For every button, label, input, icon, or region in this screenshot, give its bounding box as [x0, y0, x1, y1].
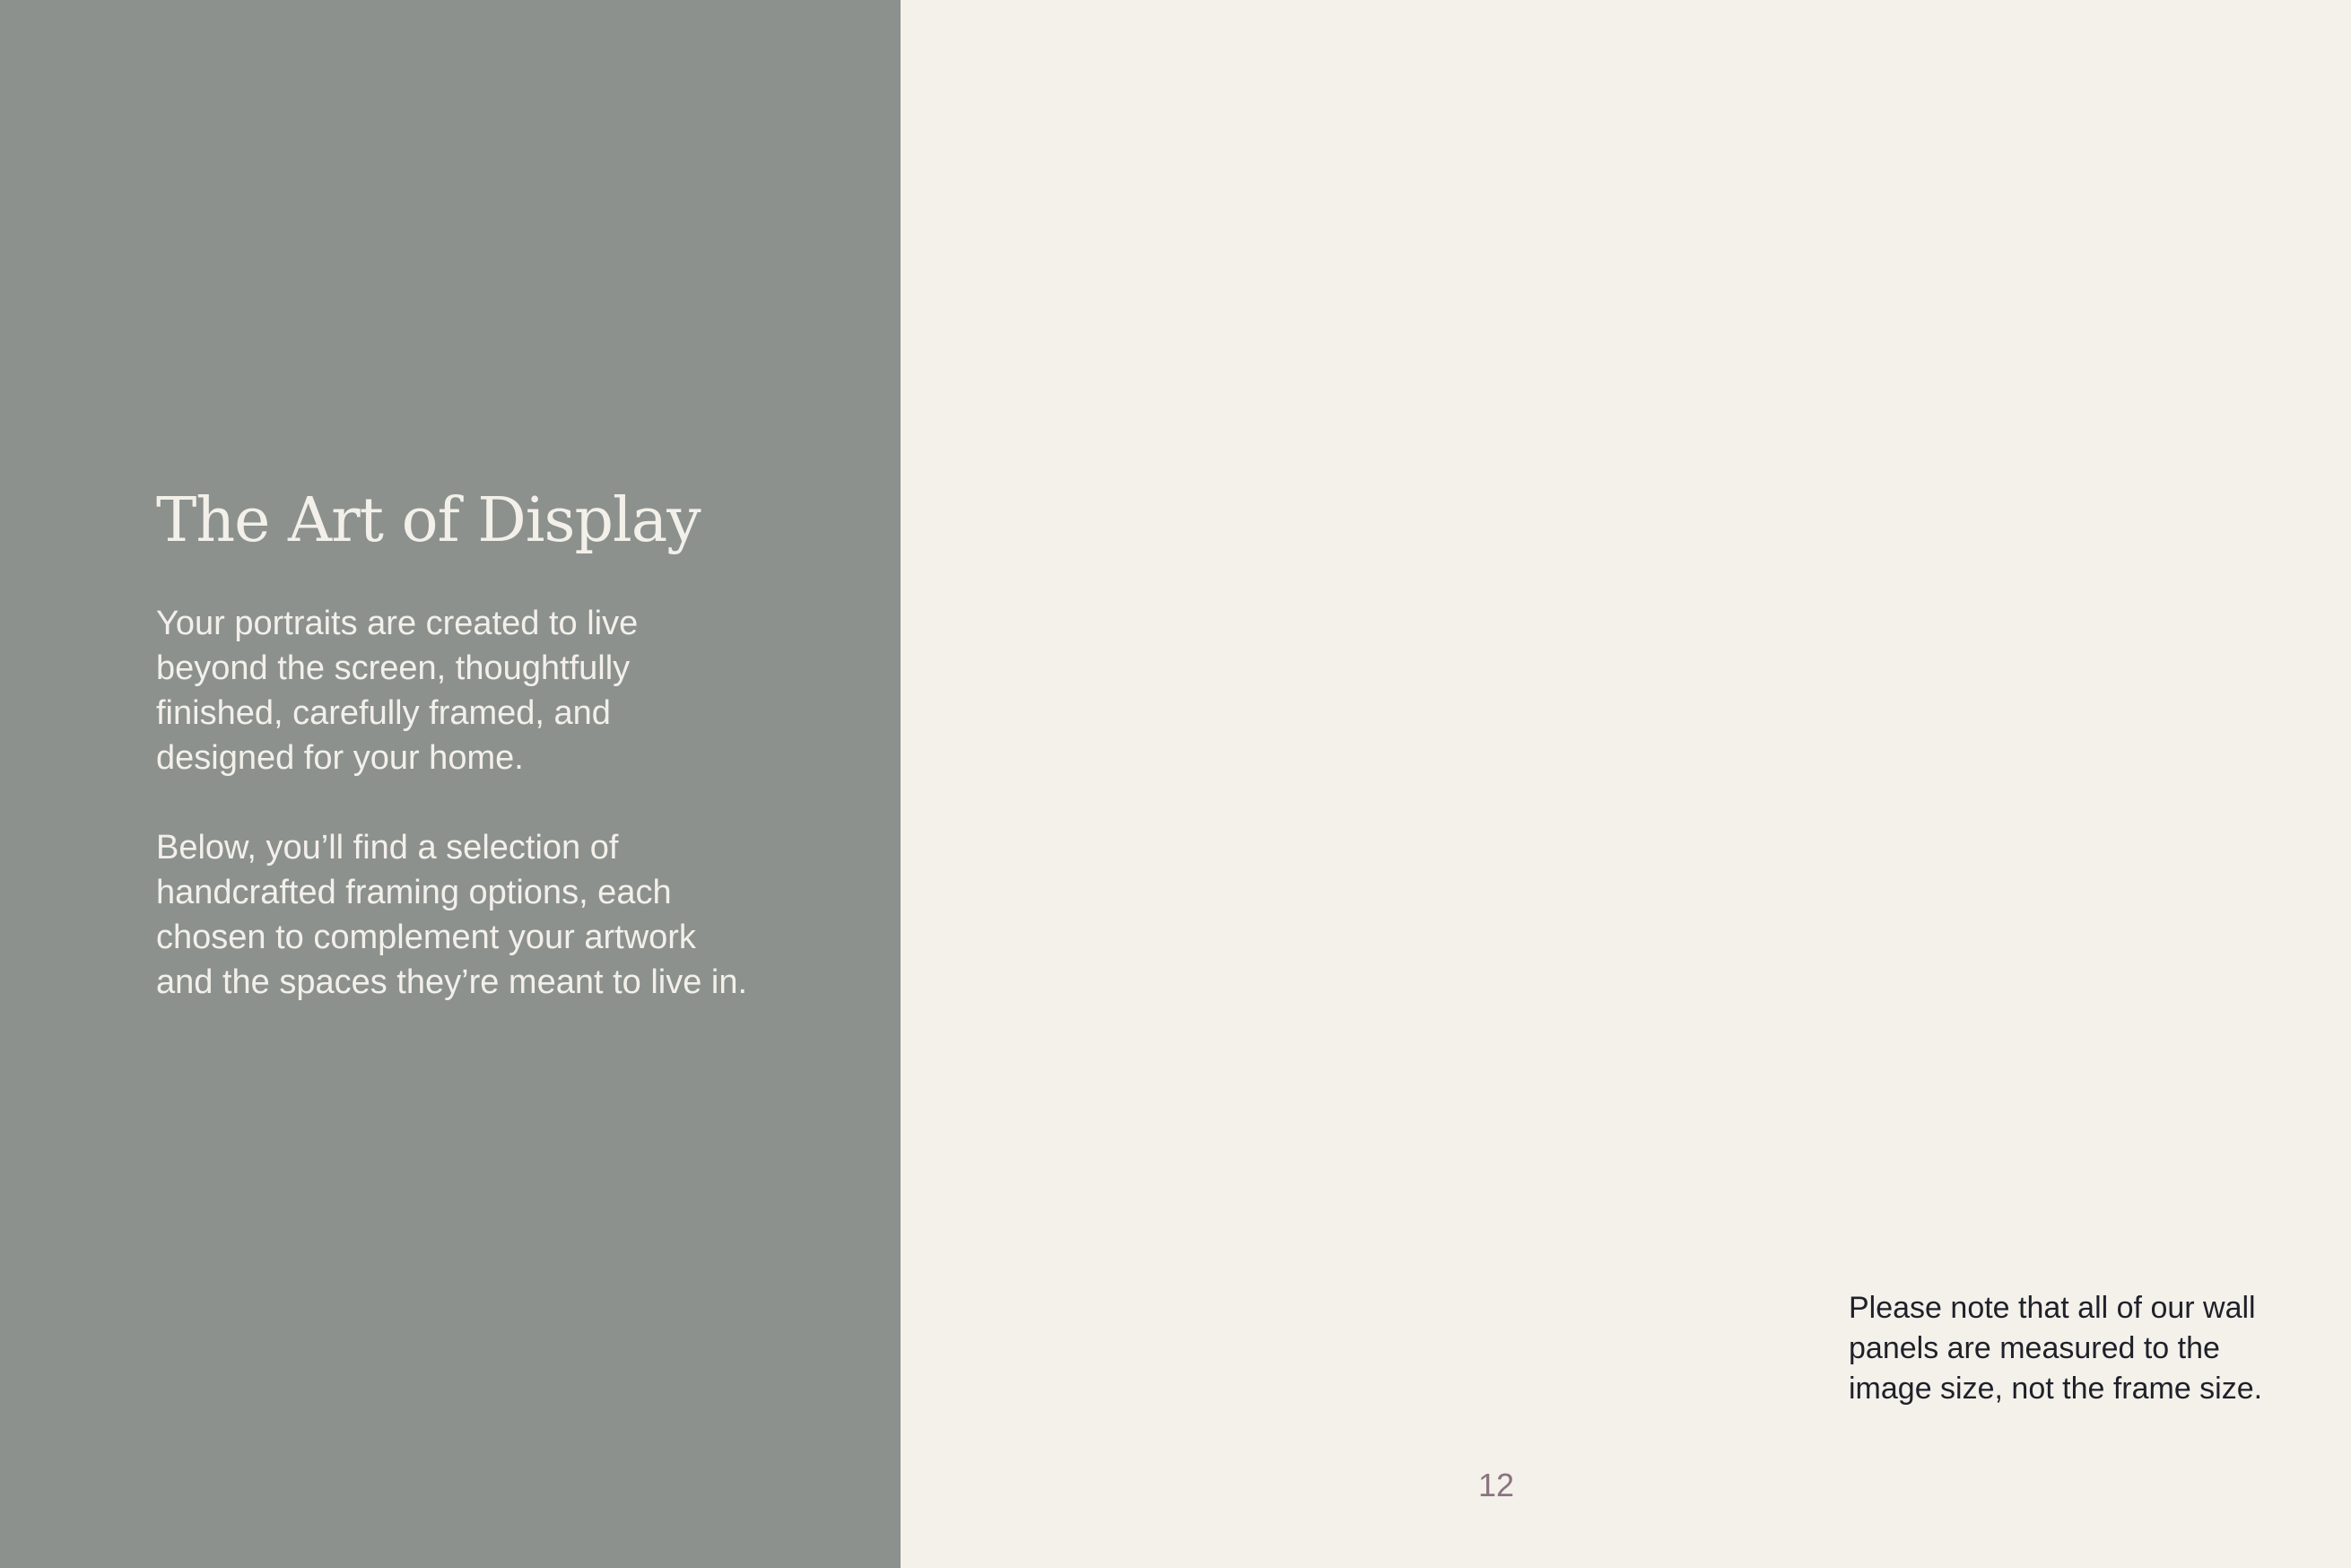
left-content-panel: [0, 0, 901, 1568]
right-note-panel: [901, 0, 2263, 1568]
framing-options-paragraph: Below, you’ll find a selection of handcrafted framing options, each chosen to complement your artwork and the spaces they’re meant to live in.: [156, 829, 748, 1001]
page-number: 12: [1478, 1467, 1515, 1503]
intro-paragraph: Your portraits are created to live beyond the screen, thoughtfully finished, carefully framed, and designed for your home.: [156, 605, 639, 777]
page-title: The Art of Display: [156, 485, 701, 556]
wall-panel-size-note: Please note that all of our wall panels are measured to the image size, not the frame size.: [1849, 1291, 2263, 1406]
